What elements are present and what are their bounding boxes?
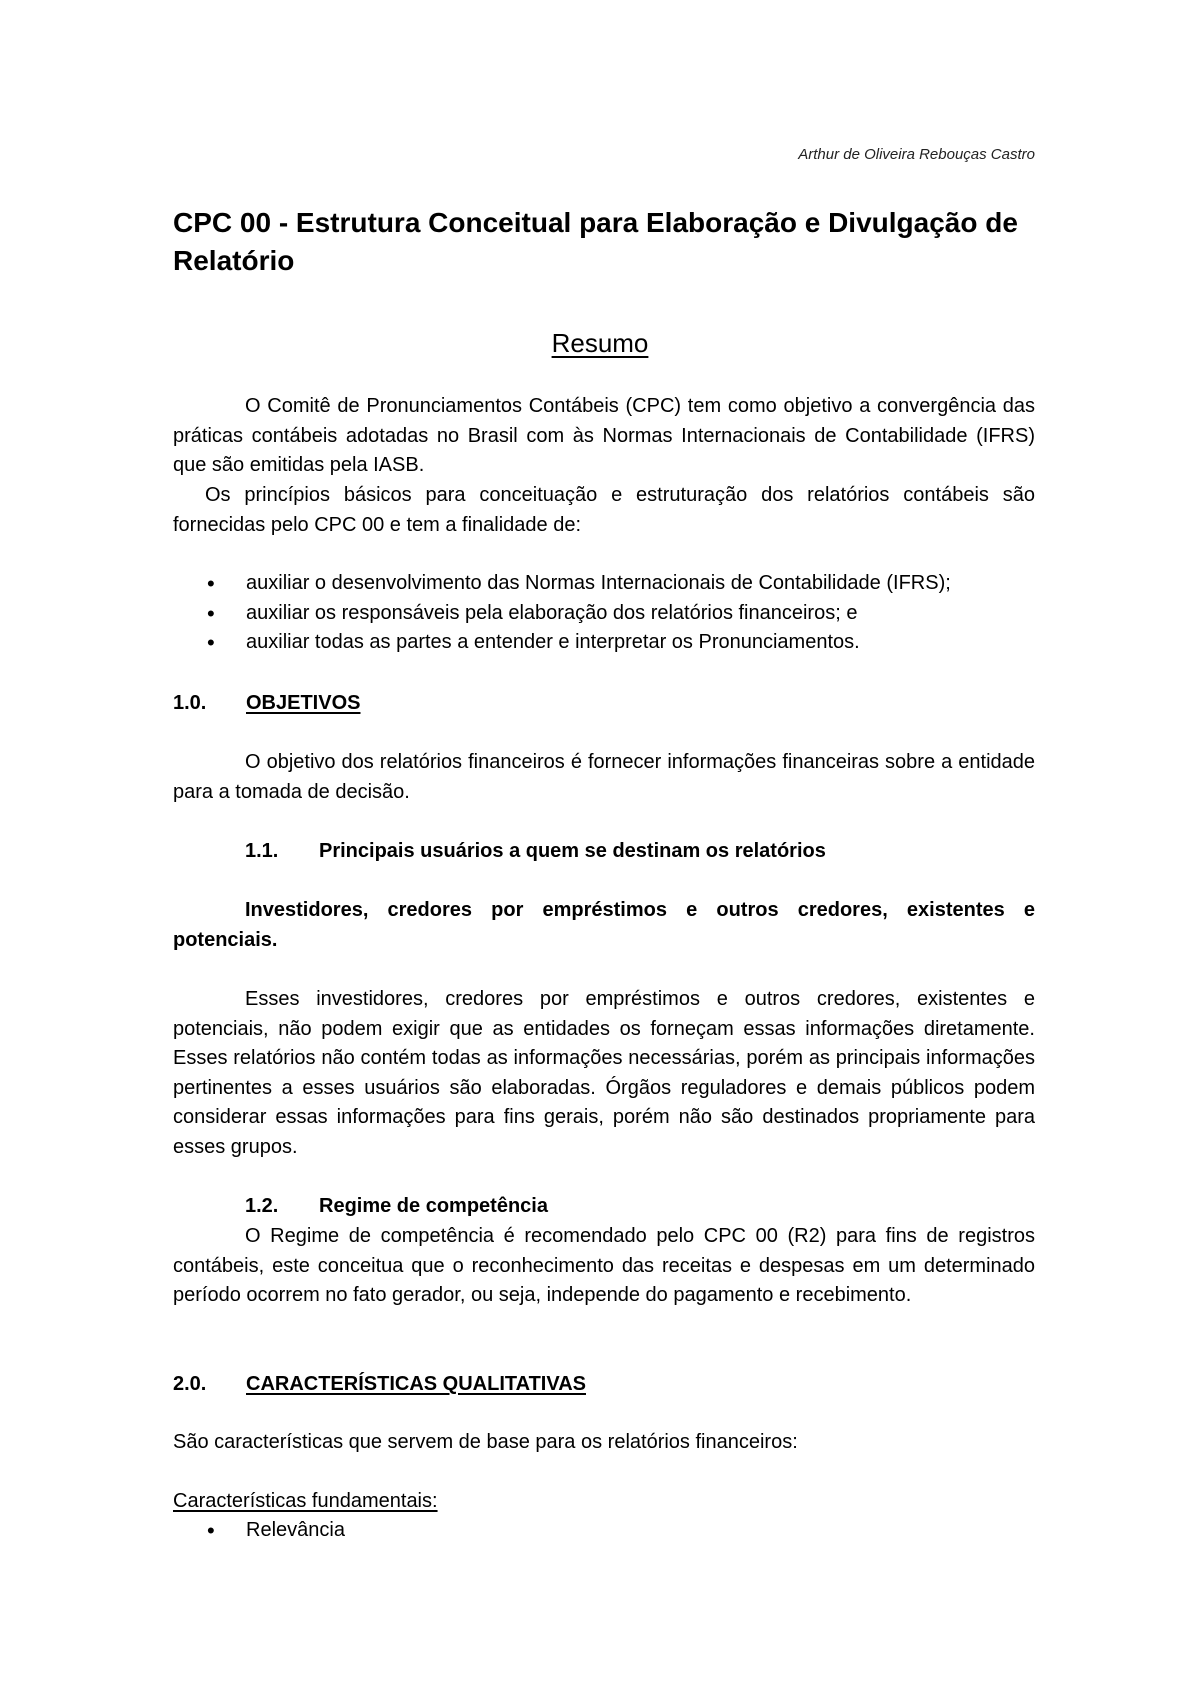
section-2-paragraph: São características que servem de base para os relatórios financeiros: [173, 1431, 798, 1453]
section-2-heading [173, 1370, 586, 1400]
section-1-number: 1.0. [173, 692, 207, 714]
header-author: Arthur de Oliveira Rebouças Castro [798, 146, 1035, 163]
subsection-1-1-paragraph: Esses investidores, credores por empréstimos e outros credores, existentes e potenciais, não podem exigir que as entidades os forneçam essas informações diretamente. Esses relatórios não contém todas as informações necessárias, porém as principais informações pertinentes a esses usuários são elaboradas. Órgãos reguladores e demais públicos podem considerar essas informações para fins gerais, porém não são destinados propriamente para esses grupos. [173, 988, 1035, 1158]
resumo-paragraph-2: Os princípios básicos para conceituação e estruturação dos relatórios contábeis são fornecidas pelo CPC 00 e tem a finalidade de: [173, 484, 1035, 536]
subsection-1-2-heading [245, 1192, 548, 1222]
subsection-1-1-title: Principais usuários a quem se destinam os relatórios [319, 840, 826, 862]
resumo-paragraph-1: O Comitê de Pronunciamentos Contábeis (CPC) tem como objetivo a convergência das práticas contábeis adotadas no Brasil com às Normas Internacionais de Contabilidade (IFRS) que são emitidas pela IASB. [173, 395, 1035, 476]
subsection-1-1-bold-paragraph: Investidores, credores por empréstimos e outros credores, existentes e potenciais. [173, 899, 1035, 951]
resumo-bullet-list [173, 569, 1035, 658]
list-item: • auxiliar o desenvolvimento das Normas Internacionais de Contabilidade (IFRS); [173, 569, 1035, 599]
list-item: • auxiliar os responsáveis pela elaboração dos relatórios financeiros; e [173, 599, 1035, 629]
section-2-subheading: Características fundamentais: [173, 1490, 438, 1512]
list-item: • Relevância [173, 1516, 1035, 1546]
document-title: CPC 00 - Estrutura Conceitual para Elaboração e Divulgação de Relatório [173, 207, 1018, 276]
section-2-number: 2.0. [173, 1373, 207, 1395]
subsection-1-2-title: Regime de competência [319, 1195, 548, 1217]
section-2-bullet-list [173, 1516, 1035, 1546]
section-1-heading [173, 689, 360, 719]
section-2-title: CARACTERÍSTICAS QUALITATIVAS [246, 1373, 586, 1395]
resumo-heading: Resumo [551, 328, 649, 358]
list-item: • auxiliar todas as partes a entender e interpretar os Pronunciamentos. [173, 628, 1035, 658]
subsection-1-1-number: 1.1. [245, 840, 279, 862]
subsection-1-2-paragraph: O Regime de competência é recomendado pelo CPC 00 (R2) para fins de registros contábeis, este conceitua que o reconhecimento das receitas e despesas em um determinado período ocorrem no fato gerador, ou seja, independe do pagamento e recebimento. [173, 1225, 1035, 1306]
subsection-1-2-number: 1.2. [245, 1195, 279, 1217]
section-1-paragraph: O objetivo dos relatórios financeiros é fornecer informações financeiras sobre a entidade para a tomada de decisão. [173, 751, 1035, 803]
subsection-1-1-heading [245, 837, 826, 867]
section-1-title: OBJETIVOS [246, 692, 361, 714]
